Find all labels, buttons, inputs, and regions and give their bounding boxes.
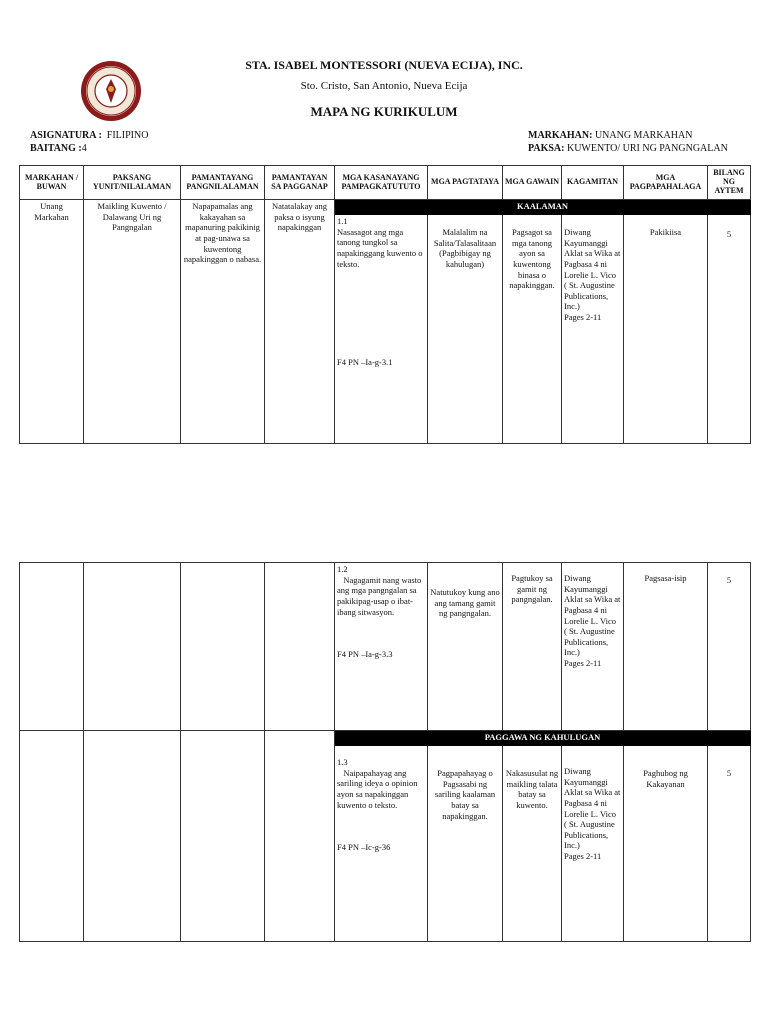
cell-pagpapahalaga: Paghubog ng Kakayanan [624, 746, 708, 942]
cell-pagpapahalaga: Pakikiisa [624, 215, 708, 444]
band-kaalaman: KAALAMAN [335, 200, 751, 215]
paksa-value: KUWENTO/ URI NG PANGNGALAN [566, 143, 728, 154]
baitang-label: BAITANG : [30, 143, 82, 154]
cell-bilang: 5 [708, 746, 751, 942]
cell-pagganap-empty [265, 731, 335, 942]
band-paggawa-ng-kahulugan: PAGGAWA NG KAHULUGAN [335, 731, 751, 746]
school-name: STA. ISABEL MONTESSORI (NUEVA ECIJA), INC. [245, 58, 523, 72]
cell-markahan-empty [20, 563, 84, 731]
col-header-pagtataya: MGA PAGTATAYA [428, 166, 503, 200]
cell-gawain: Nakasusulat ng maikling talata batay sa kuwento. [503, 746, 562, 942]
cell-pagganap-empty [265, 563, 335, 731]
kasanayan-text: 1.3 Naipapahayag ang sariling ideya o opinion ayon sa napakinggan kuwento o teksto. [337, 757, 418, 810]
cell-gawain: Pagtukoy sa gamit ng pangngalan. [503, 563, 562, 731]
cell-kasanayan [335, 746, 428, 942]
col-header-kagamitan: KAGAMITAN [562, 166, 624, 200]
baitang-value: 4 [81, 143, 87, 154]
asignatura-line [30, 130, 148, 141]
cell-kagamitan: Diwang Kayumanggi Aklat sa Wika at Pagbasa 4 ni Lorelie L. Vico ( St. Augustine Publications, Inc.) Pages 2-11 [562, 215, 624, 444]
cell-gawain: Pagsagot sa mga tanong ayon sa kuwentong binasa o napakinggan. [503, 215, 562, 444]
cell-pamantayang-pangnilalaman: Napapamalas ang kakayahan sa mapanuring pakikinig at pag-unawa sa kuwentong napakinggan o nabasa. [181, 200, 265, 444]
col-header-bilang: BILANG NG AYTEM [708, 166, 751, 200]
markahan-line [528, 130, 692, 141]
col-header-markahan: MARKAHAN / BUWAN [20, 166, 84, 200]
cell-pagpapahalaga: Pagsasa-isip [624, 563, 708, 731]
curriculum-table-page2 [19, 562, 751, 942]
asignatura-value: FILIPINO [106, 130, 149, 141]
cell-paksa: Maikling Kuwento / Dalawang Uri ng Pangngalan [84, 200, 181, 444]
cell-pamantayang-empty [181, 563, 265, 731]
competency-code: F4 PN –Ia-g-3.3 [337, 649, 393, 660]
asignatura-label: ASIGNATURA : [30, 130, 102, 141]
cell-bilang: 5 [708, 563, 751, 731]
cell-pagtataya: Malalalim na Salita/Talasalitaan (Pagbibigay ng kahulugan) [428, 215, 503, 444]
cell-kasanayan [335, 215, 428, 444]
cell-markahan: Unang Markahan [20, 200, 84, 444]
cell-kasanayan [335, 563, 428, 731]
col-header-paksa: PAKSANG YUNIT/NILALAMAN [84, 166, 181, 200]
paksa-label: PAKSA: [528, 143, 565, 154]
cell-markahan-empty [20, 731, 84, 942]
cell-pagtataya: Pagpapahayag o Pagsasabi ng sariling kaalaman batay sa napakinggan. [428, 746, 503, 942]
paksa-line [528, 143, 728, 154]
document-title: MAPA NG KURIKULUM [310, 104, 458, 119]
col-header-gawain: MGA GAWAIN [503, 166, 562, 200]
cell-pagtataya: Natutukoy kung ano ang tamang gamit ng pangngalan. [428, 563, 503, 731]
curriculum-table-page1 [19, 165, 751, 444]
cell-pamantayang-empty [181, 731, 265, 942]
cell-paksa-empty [84, 563, 181, 731]
competency-code: F4 PN –Ic-g-36 [337, 842, 391, 853]
col-header-pamantayang-pangnilalaman: PAMANTAYANG PANGNILALAMAN [181, 166, 265, 200]
cell-kagamitan: Diwang Kayumanggi Aklat sa Wika at Pagbasa 4 ni Lorelie L. Vico ( St. Augustine Publications, Inc.) Pages 2-11 [562, 746, 624, 942]
col-header-pamantayan-pagganap: PAMANTAYAN SA PAGGANAP [265, 166, 335, 200]
header-row [20, 166, 751, 200]
cell-bilang: 5 [708, 215, 751, 444]
school-address: Sto. Cristo, San Antonio, Nueva Ecija [300, 80, 468, 92]
competency-code: F4 PN –Ia-g-3.1 [337, 357, 393, 368]
table-row [20, 563, 751, 731]
markahan-label: MARKAHAN: [528, 130, 593, 141]
col-header-kasanayan: MGA KASANAYANG PAMPAGKATUTUTO [335, 166, 428, 200]
cell-kagamitan: Diwang Kayumanggi Aklat sa Wika at Pagbasa 4 ni Lorelie L. Vico ( St. Augustine Publications, Inc.) Pages 2-11 [562, 563, 624, 731]
markahan-value: UNANG MARKAHAN [594, 130, 693, 141]
col-header-pagpapahalaga: MGA PAGPAPAHALAGA [624, 166, 708, 200]
baitang-line [30, 143, 87, 154]
table-row [20, 731, 751, 746]
table-row [20, 200, 751, 215]
cell-pamantayan-pagganap: Natatalakay ang paksa o isyung napakinggan [265, 200, 335, 444]
kasanayan-text: 1.2 Nagagamit nang wasto ang mga pangngalan sa pakikipag-usap o ibat-ibang sitwasyon. [337, 564, 422, 617]
kasanayan-text: 1.1 Nasasagot ang mga tanong tungkol sa napakinggang kuwento o teksto. [337, 216, 423, 269]
cell-paksa-empty [84, 731, 181, 942]
